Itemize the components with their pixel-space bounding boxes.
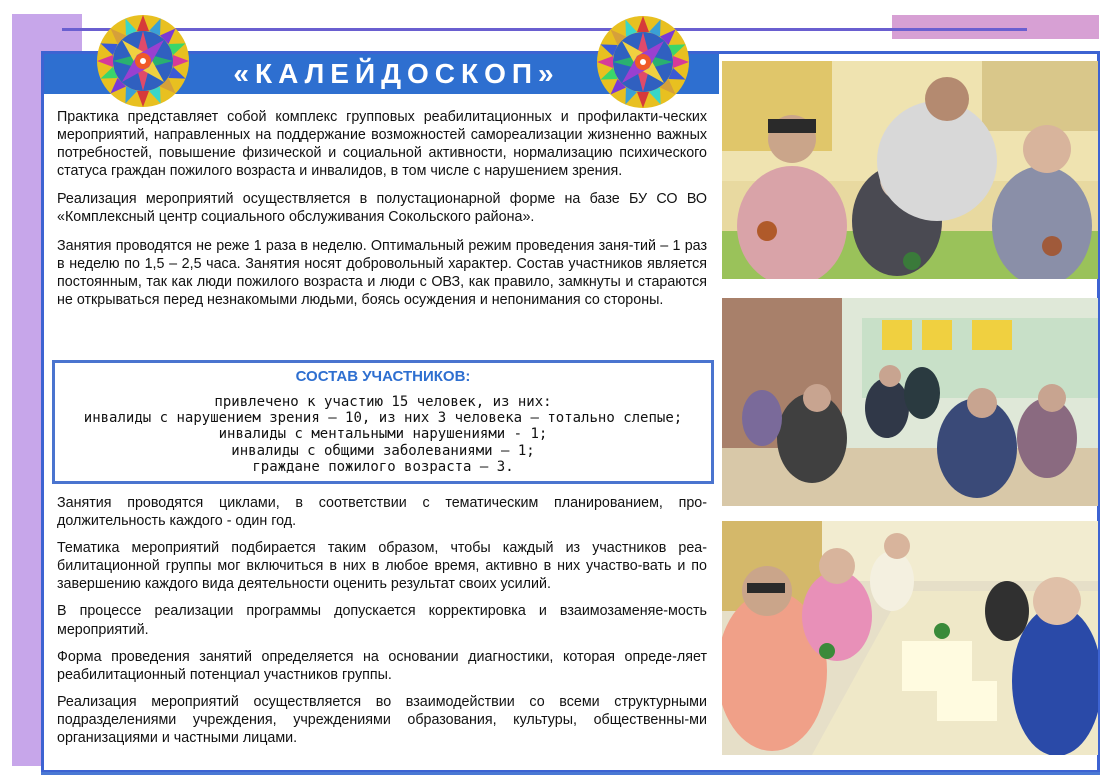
participants-list [55, 394, 711, 475]
photo-table-activity [722, 521, 1098, 755]
paragraph: Реализация мероприятий осуществляется в полустационарной форме на базе БУ СО ВО «Комплексный центр социального обслуживания Сокольского района». [57, 191, 707, 226]
kaleidoscope-mandala-icon [596, 15, 690, 109]
paragraph: Тематика мероприятий подбирается таким образом, чтобы каждый из участников реа-билитационной группы мог включиться в них в любое время, активно в них участво-вать и по завершению каждого вида деятельности оценить результат своих усилий. [57, 540, 707, 593]
participants-line: инвалиды с ментальными нарушениями - 1; [218, 426, 548, 443]
paragraph: В процессе реализации программы допускается корректировка и взаимозаменяе-мость мероприятий. [57, 603, 707, 638]
bottom-rule [41, 772, 1100, 775]
participants-line: граждане пожилого возраста – 3. [252, 458, 514, 475]
page-title: «КАЛЕЙДОСКОП» [233, 58, 560, 89]
participants-heading: СОСТАВ УЧАСТНИКОВ: [295, 368, 471, 385]
paragraph: Практика представляет собой комплекс групповых реабилитационных и профилакти-ческих мероприятий, направленных на поддержание возможностей самореализации жизненно важных потребностей, повышение физической и социальной активности, нормализацию психического статуса граждан пожилого возраста и инвалидов, в том числе с нарушением зрения. [57, 109, 707, 180]
paragraph: Занятия проводятся циклами, в соответствии с тематическим планированием, про-должительность каждого - один год. [57, 495, 707, 530]
paragraph: Занятия проводятся не реже 1 раза в неделю. Оптимальный режим проведения заня-тий – 1 раз в неделю по 1,5 – 2,5 часа. Занятия носят добровольный характер. Состав участников является постоянным, так как люди пожилого возраста и люди с ОВЗ, как правило, замкнуты и стараются не открываться перед незнакомыми людьми, боясь осуждения и непонимания со стороны. [57, 237, 707, 308]
paragraph: Форма проведения занятий определяется на основании диагностики, которая опреде-ляет реабилитационный потенциал участников группы. [57, 648, 707, 683]
photo-craft-session [722, 61, 1098, 279]
intro-text-block [57, 108, 707, 309]
photo-group-circle [722, 298, 1098, 506]
paragraph: Реализация мероприятий осуществляется во взаимодействии со всеми структурными подразделениями учреждения, учреждениями образования, культуры, общественны-ми организациями и частными лицами. [57, 693, 707, 747]
kaleidoscope-mandala-icon [96, 14, 190, 108]
participants-line: привлечено к участию 15 человек, из них: [214, 394, 552, 410]
details-text-block [57, 494, 707, 747]
participants-line: инвалиды с нарушением зрения – 10, из них 3 человека – тотально слепые; [83, 410, 683, 427]
participants-line: инвалиды с общими заболеваниями – 1; [231, 442, 535, 459]
decorative-pink-strip [892, 15, 1099, 39]
top-rule [62, 28, 1027, 31]
participants-box [52, 360, 714, 484]
